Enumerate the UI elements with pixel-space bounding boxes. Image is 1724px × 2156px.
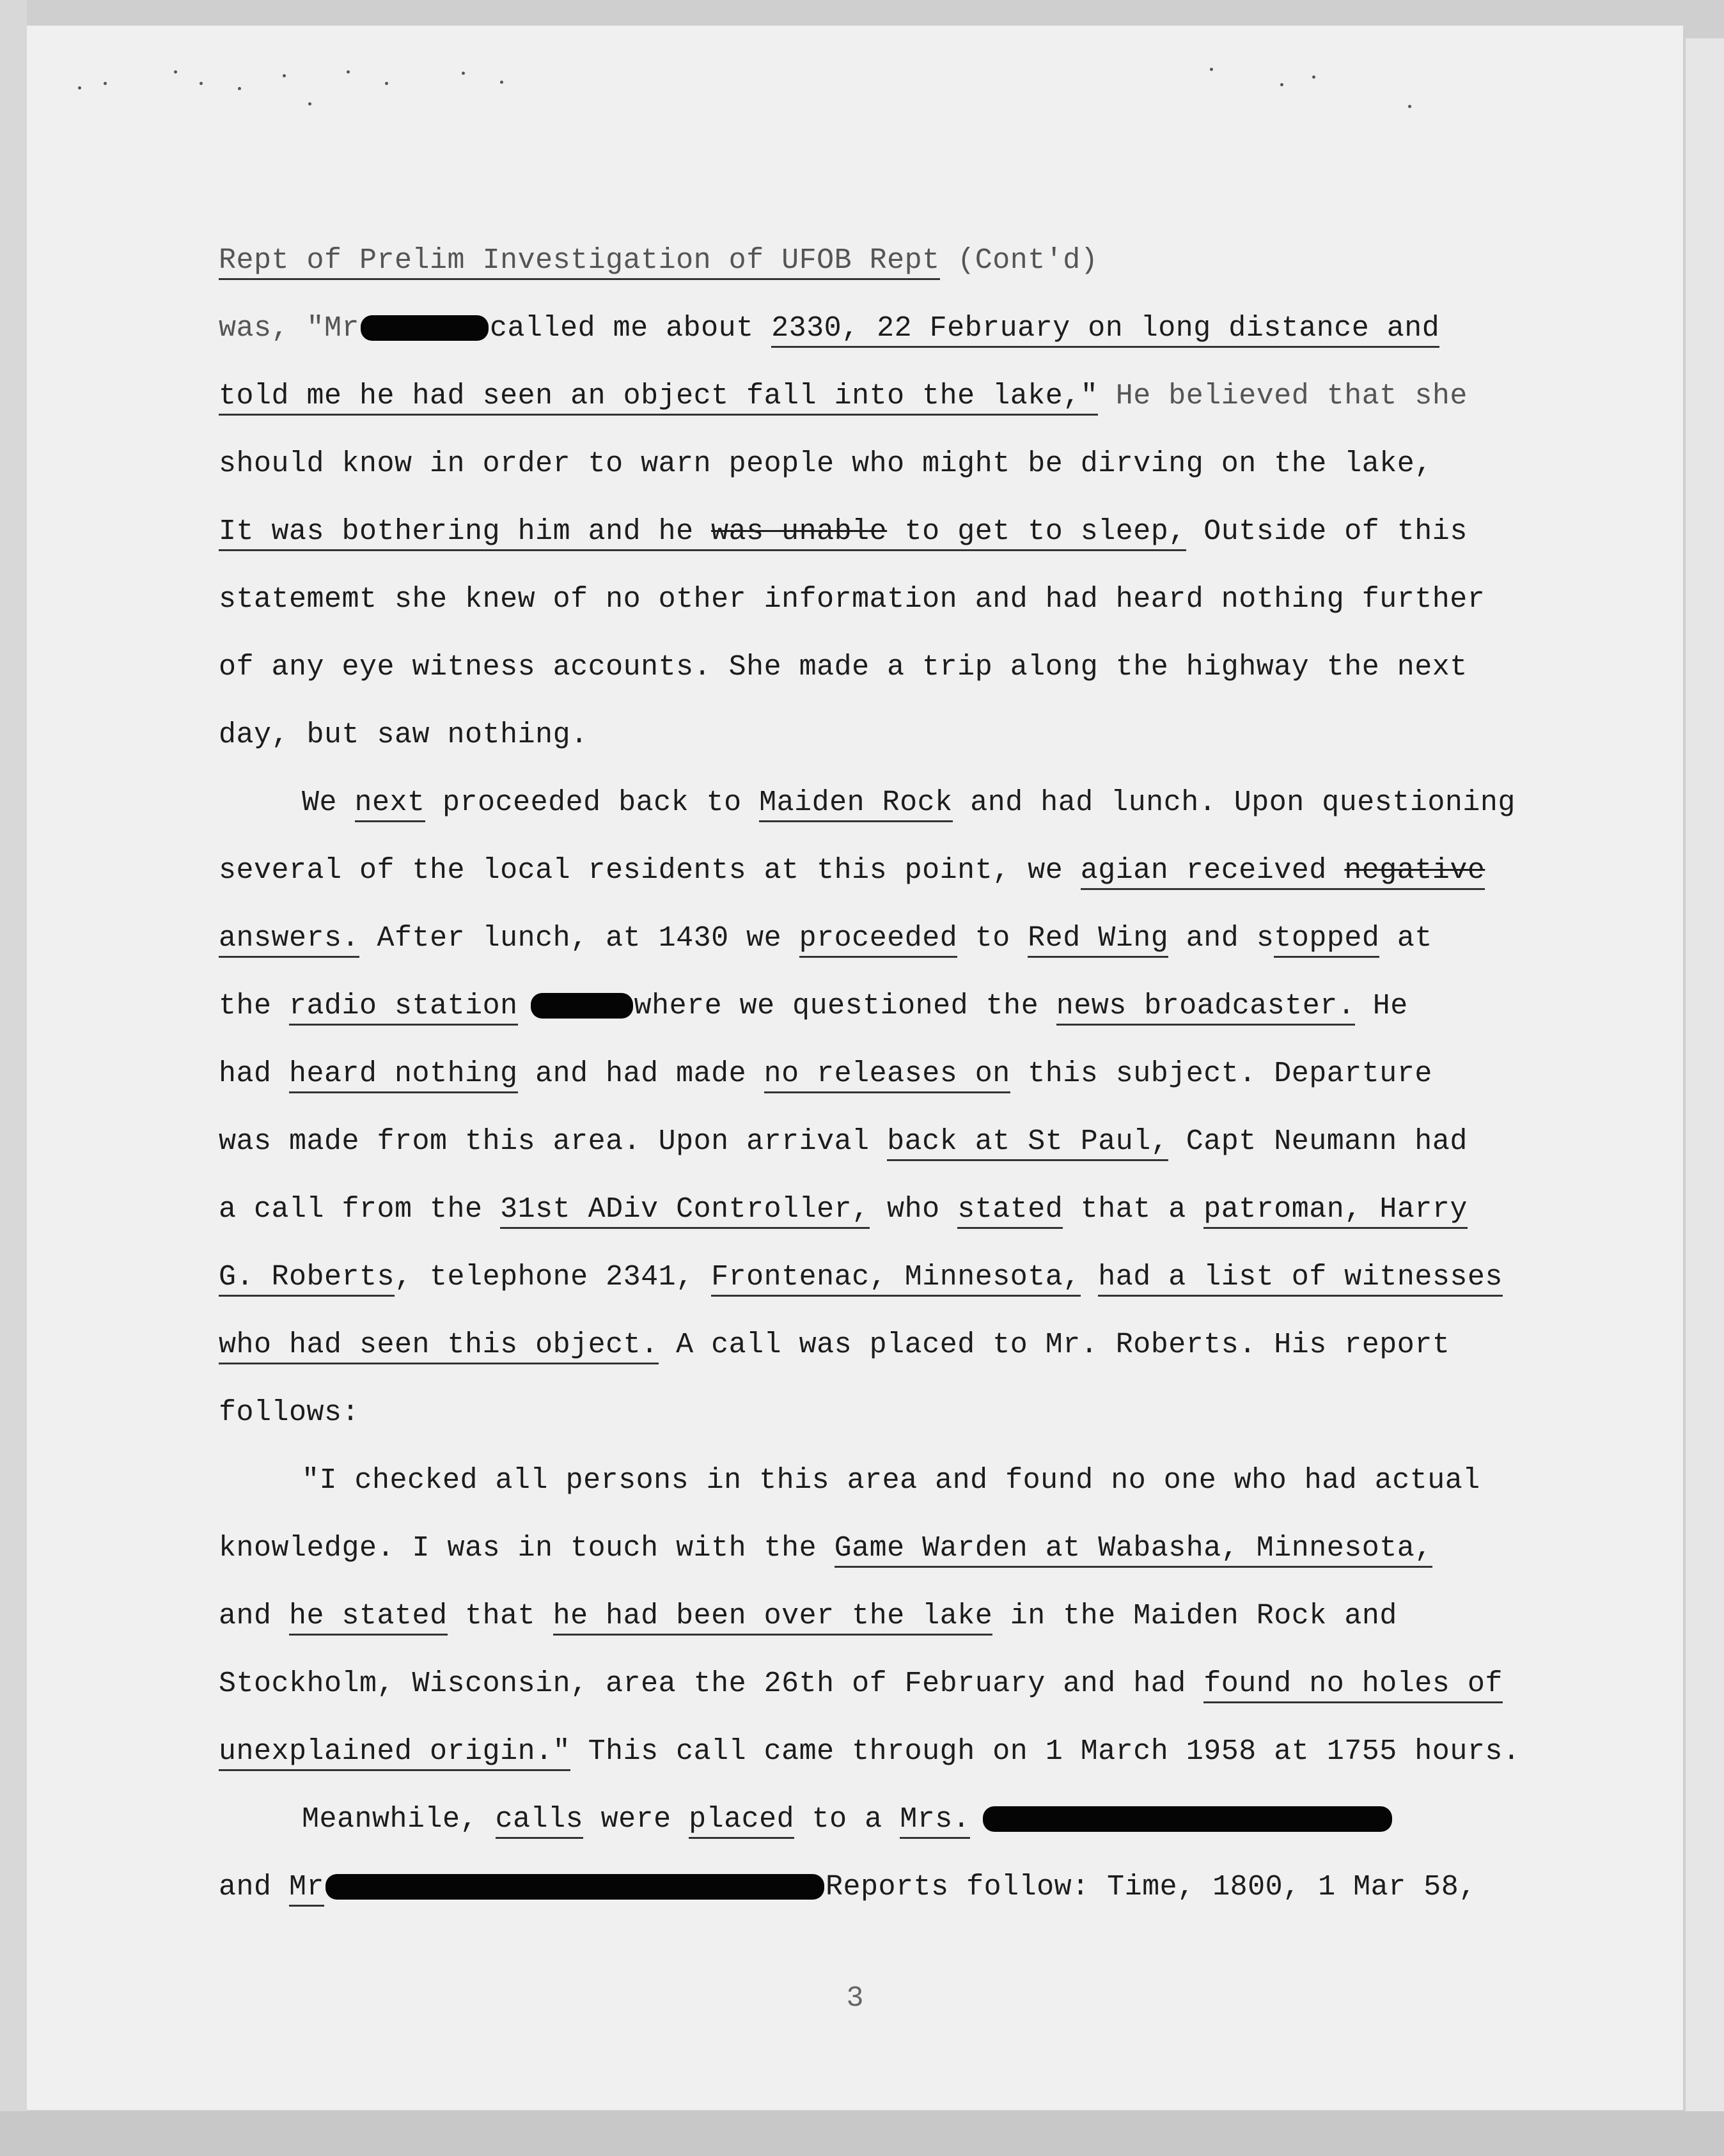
text-line-5: statememt she knew of no other information and had heard nothing further — [219, 583, 1485, 616]
text-line-17: follows: — [219, 1396, 360, 1429]
text-line-21: Stockholm, Wisconsin, area the 26th of February and had found no holes of — [219, 1666, 1503, 1702]
text-line-8: We next proceeded back to Maiden Rock and had lunch. Upon questioning — [302, 785, 1516, 821]
scan-border-bottom — [0, 2111, 1724, 2156]
text-line-4: It was bothering him and he was unable to get to sleep, Outside of this — [219, 514, 1468, 550]
text-line-10: answers. After lunch, at 1430 we proceeded to Red Wing and stopped at — [219, 921, 1432, 957]
scan-border-left — [0, 0, 27, 2156]
redaction-bar — [983, 1806, 1392, 1832]
text-line-13: was made from this area. Upon arrival back at St Paul, Capt Neumann had — [219, 1124, 1468, 1160]
text-line-6: of any eye witness accounts. She made a trip along the highway the next — [219, 651, 1468, 684]
document-page — [27, 26, 1683, 2110]
text-line-16: who had seen this object. A call was placed to Mr. Roberts. His report — [219, 1327, 1450, 1363]
text-line-15: G. Roberts, telephone 2341, Frontenac, Minnesota, had a list of witnesses — [219, 1260, 1503, 1295]
redaction-bar — [531, 993, 633, 1019]
text-line-12: had heard nothing and had made no releases on this subject. Departure — [219, 1056, 1432, 1092]
text-line-18: "I checked all persons in this area and found no one who had actual — [302, 1464, 1480, 1497]
header-title: Rept of Prelim Investigation of UFOB Rept — [219, 244, 940, 280]
redaction-bar — [361, 315, 489, 341]
text-line-22: unexplained origin." This call came through on 1 March 1958 at 1755 hours. — [219, 1734, 1520, 1770]
page-number: 3 — [846, 1982, 864, 2015]
text-line-14: a call from the 31st ADiv Controller, who stated that a patroman, Harry — [219, 1192, 1468, 1228]
document-header — [219, 243, 1098, 279]
text-line-23: Meanwhile, calls were placed to a Mrs. — [302, 1802, 1393, 1838]
text-line-11: the radio station where we questioned the news broadcaster. He — [219, 988, 1408, 1024]
text-line-3: should know in order to warn people who might be dirving on the lake, — [219, 448, 1432, 480]
text-line-19: knowledge. I was in touch with the Game Warden at Wabasha, Minnesota, — [219, 1531, 1432, 1566]
text-line-2: told me he had seen an object fall into the lake," He believed that she — [219, 379, 1468, 414]
text-line-7: day, but saw nothing. — [219, 719, 588, 751]
text-line-24: and Mr Reports follow: Time, 1800, 1 Mar 58, — [219, 1870, 1477, 1905]
redaction-bar — [325, 1874, 824, 1900]
text-line-20: and he stated that he had been over the lake in the Maiden Rock and — [219, 1598, 1397, 1634]
text-line-9: several of the local residents at this point, we agian received negative — [219, 853, 1485, 889]
scan-border-right — [1686, 38, 1724, 2156]
text-line-1: was, "Mr called me about 2330, 22 February on long distance and — [219, 311, 1439, 347]
header-continued: (Cont'd) — [957, 244, 1099, 277]
